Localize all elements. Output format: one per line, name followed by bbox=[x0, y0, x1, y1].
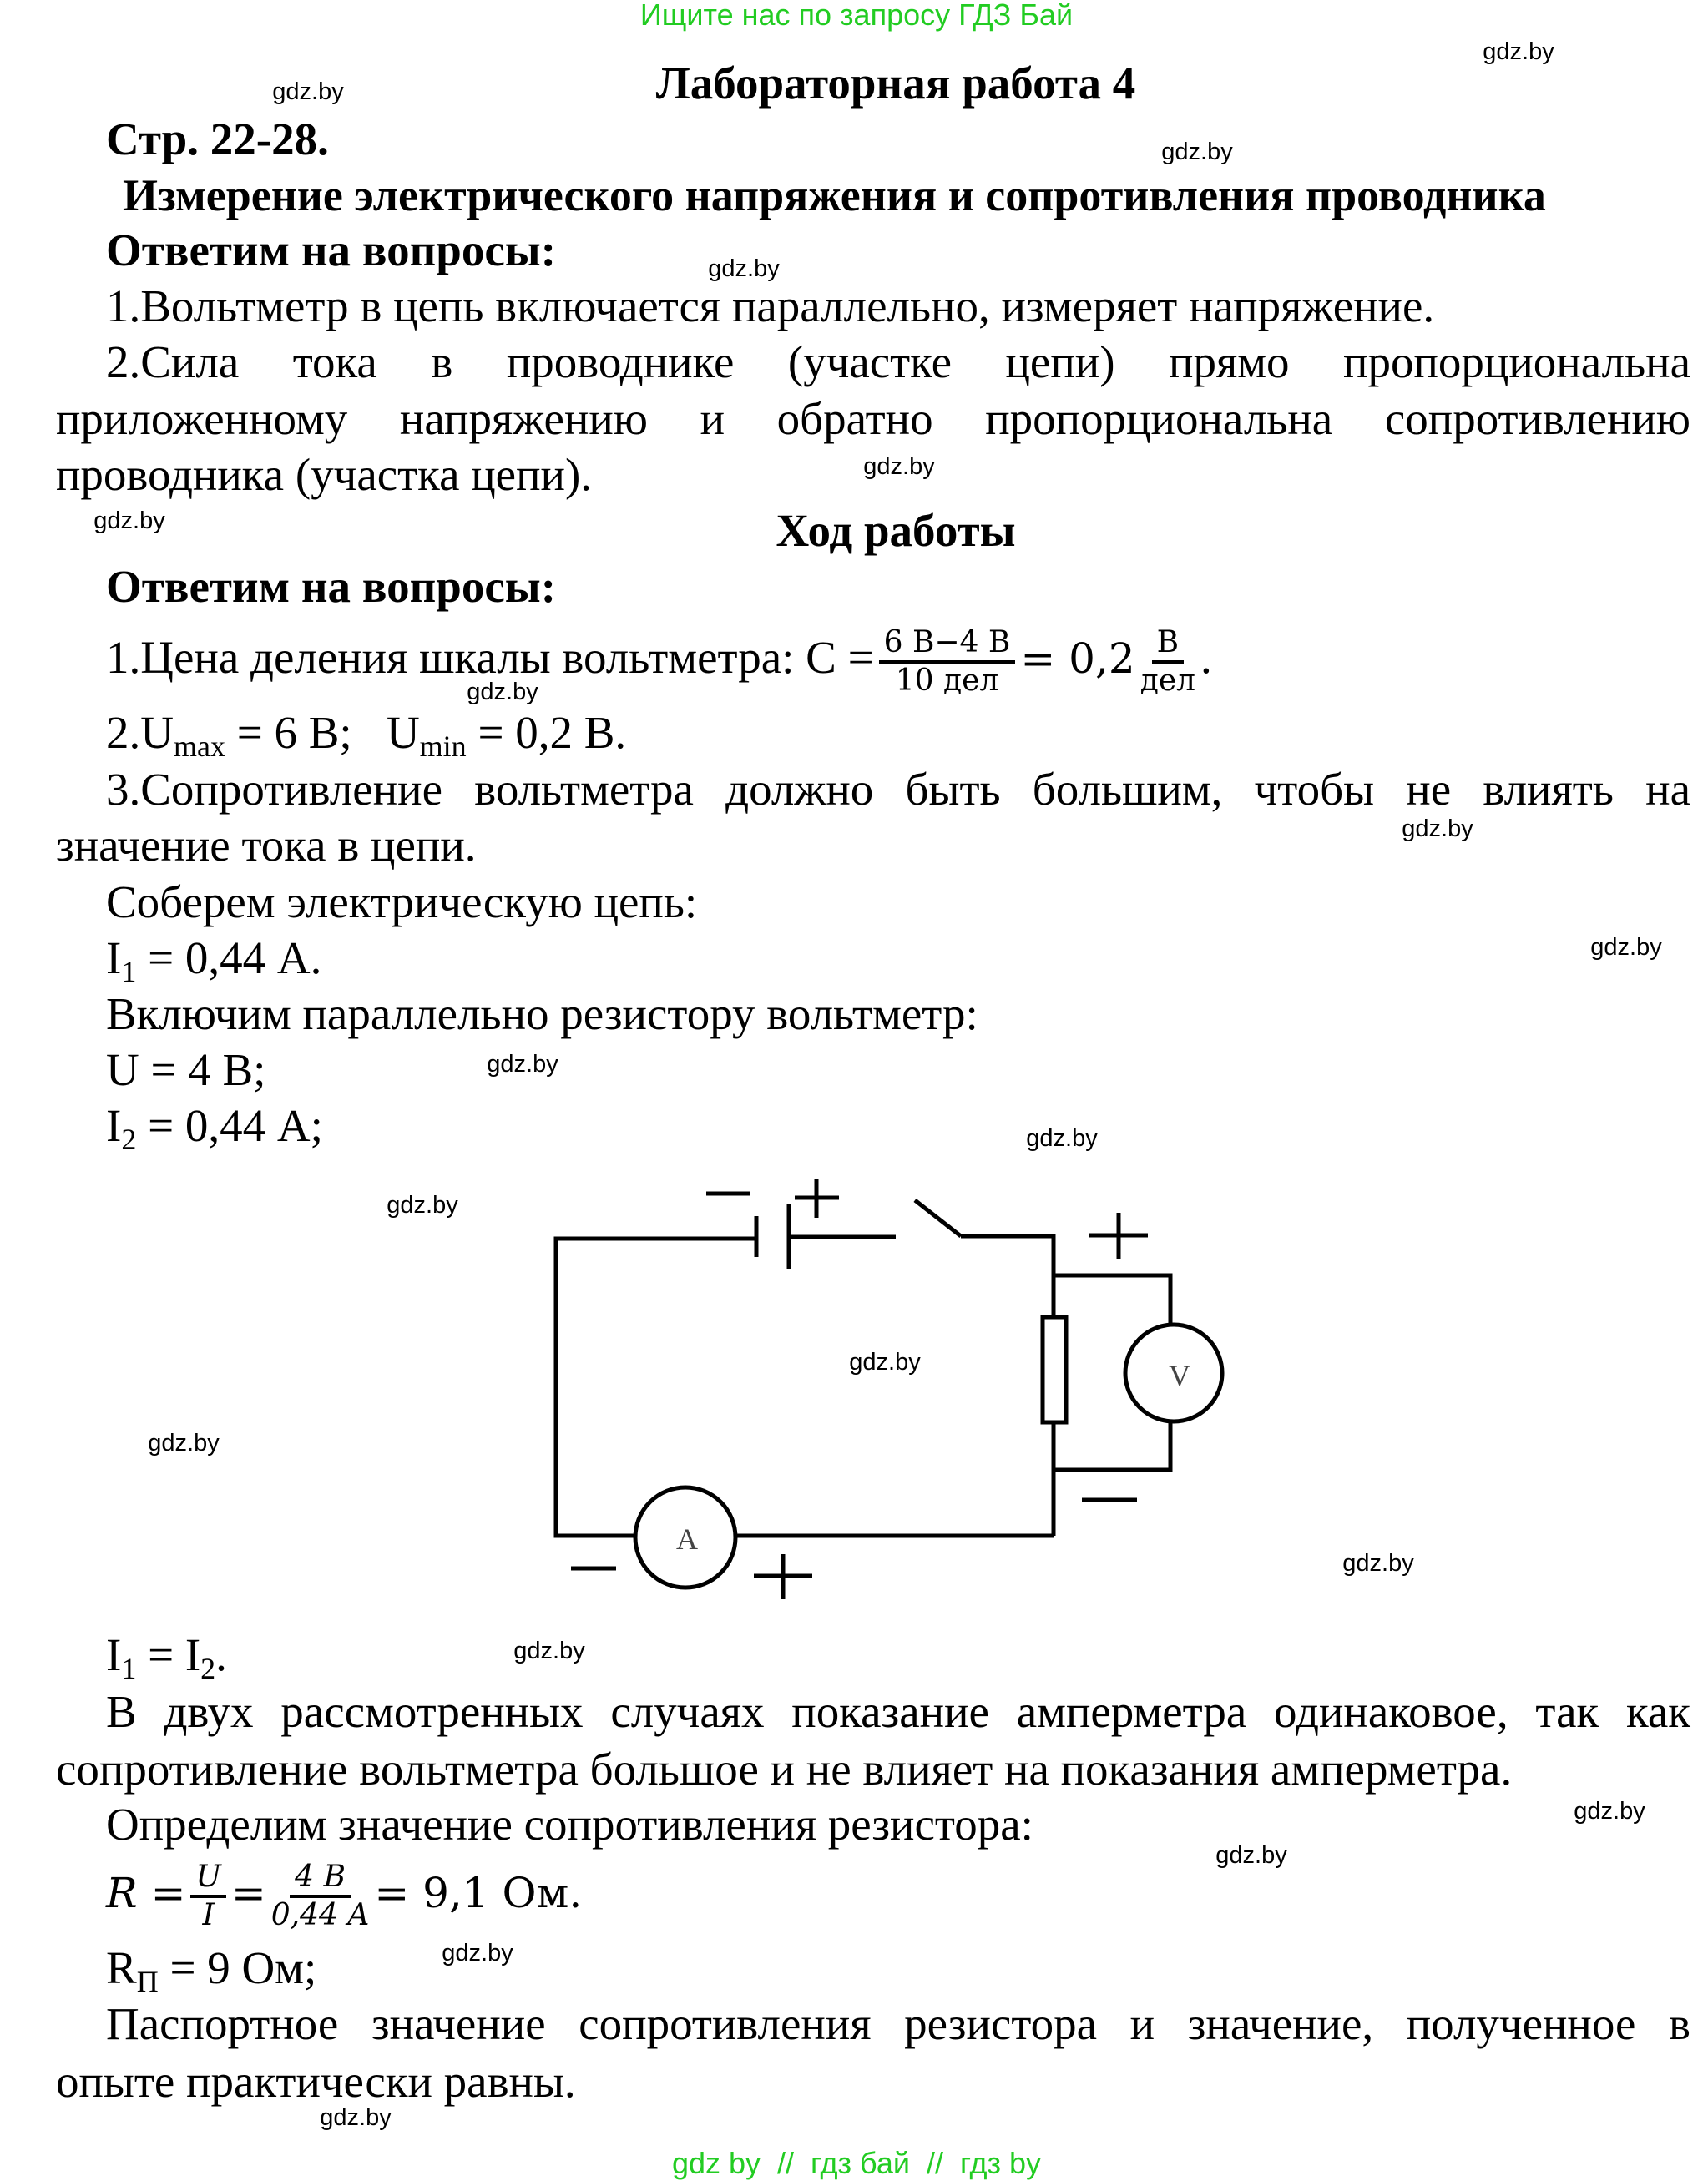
final-line: Паспортное значение сопротивления резистора и значение, полученное в bbox=[106, 1998, 1690, 2049]
result: = 9,1 Ом. bbox=[374, 1869, 583, 1917]
voltage: U = 4 В; bbox=[106, 1044, 266, 1095]
voltmeter-label: V bbox=[1169, 1359, 1190, 1392]
determine-text: Определим значение сопротивления резистора: bbox=[106, 1799, 1033, 1850]
answer-2-line: 2.Сила тока в проводнике (участке цепи) прямо пропорциональна bbox=[106, 336, 1690, 387]
subscript: 1 bbox=[121, 955, 137, 988]
subscript: max bbox=[173, 730, 225, 763]
footer-banner: gdz by // гдз бай // гдз by bbox=[671, 2146, 1042, 2180]
subscript: П bbox=[136, 1965, 159, 1998]
text: = 6 В; U bbox=[225, 707, 420, 758]
result: = 0,2 bbox=[1020, 634, 1135, 683]
conclusion-line: В двух рассмотренных случаях показание амперметра одинаковое, так как bbox=[106, 1686, 1690, 1737]
topic-heading: Измерение электрического напряжения и сопротивления проводника bbox=[123, 170, 1546, 220]
watermark: gdz.by bbox=[1215, 1842, 1287, 1869]
watermark: gdz.by bbox=[1402, 815, 1473, 842]
switch-icon bbox=[915, 1200, 961, 1236]
watermark: gdz.by bbox=[1590, 934, 1662, 961]
watermark: gdz.by bbox=[272, 78, 344, 105]
text: = 0,2 В. bbox=[466, 707, 627, 758]
watermark: gdz.by bbox=[487, 1051, 558, 1078]
final-line: опыте практически равны. bbox=[56, 2056, 576, 2107]
numerator: 4 B bbox=[290, 1860, 351, 1898]
period: . bbox=[1200, 632, 1212, 683]
fraction bbox=[190, 1860, 225, 1933]
watermark: gdz.by bbox=[849, 1349, 921, 1376]
ammeter-label: A bbox=[676, 1522, 698, 1556]
denominator: 10 дел bbox=[895, 664, 999, 699]
unit-numerator: В bbox=[1152, 625, 1184, 664]
watermark: gdz.by bbox=[1026, 1125, 1098, 1152]
resistance-formula bbox=[106, 1855, 582, 1933]
page-title: Лабораторная работа 4 bbox=[655, 58, 1136, 109]
text: I bbox=[106, 1100, 122, 1151]
watermark: gdz.by bbox=[1483, 38, 1554, 65]
text: R bbox=[106, 1942, 137, 1993]
questions-heading-2: Ответим на вопросы: bbox=[106, 561, 557, 612]
subscript: 2 bbox=[200, 1652, 216, 1685]
subscript: 2 bbox=[121, 1123, 137, 1156]
text: . bbox=[215, 1629, 227, 1680]
conclusion-line: сопротивление вольтметра большое и не влияет на показания амперметра. bbox=[56, 1744, 1513, 1795]
questions-heading: Ответим на вопросы: bbox=[106, 225, 557, 275]
wires bbox=[556, 1236, 1170, 1536]
watermark: gdz.by bbox=[863, 453, 935, 480]
search-banner: Ищите нас по запросу ГДЗ Бай bbox=[639, 0, 1074, 32]
unit-denominator: дел bbox=[1140, 664, 1196, 699]
fraction bbox=[271, 1860, 370, 1933]
text: I bbox=[106, 1629, 122, 1680]
watermark: gdz.by bbox=[1342, 1550, 1414, 1577]
include-text: Включим параллельно резистору вольтметр: bbox=[106, 988, 978, 1039]
watermark: gdz.by bbox=[1574, 1798, 1645, 1825]
symbol: R bbox=[106, 1869, 138, 1917]
numerator: U bbox=[190, 1860, 225, 1898]
page-range: Стр. 22-28. bbox=[106, 114, 329, 164]
answer-3-line: значение тока в цепи. bbox=[56, 820, 477, 871]
watermark: gdz.by bbox=[387, 1192, 458, 1219]
answer-2-line: проводника (участка цепи). bbox=[56, 449, 593, 500]
watermark: gdz.by bbox=[467, 679, 538, 705]
formula-text: 1.Цена деления шкалы вольтметра: С = bbox=[106, 632, 874, 683]
text: 2.U bbox=[106, 707, 174, 758]
watermark: gdz.by bbox=[320, 2104, 392, 2131]
denominator: I bbox=[202, 1898, 215, 1932]
resistor-icon bbox=[1043, 1317, 1066, 1422]
watermark: gdz.by bbox=[93, 507, 165, 534]
watermark: gdz.by bbox=[1161, 139, 1233, 165]
equals: = bbox=[230, 1869, 266, 1917]
text: = 0,44 А. bbox=[136, 932, 322, 983]
denominator: 0,44 A bbox=[270, 1898, 370, 1932]
text: I bbox=[106, 932, 122, 983]
answer-2-line: приложенному напряжению и обратно пропорциональна сопротивлению bbox=[56, 393, 1690, 444]
watermark: gdz.by bbox=[442, 1940, 513, 1966]
equals: = bbox=[150, 1869, 186, 1917]
assemble-text: Соберем электрическую цепь: bbox=[106, 876, 698, 927]
answer-1: 1.Вольтметр в цепь включается параллельно, измеряет напряжение. bbox=[106, 280, 1435, 331]
watermark: gdz.by bbox=[708, 255, 780, 282]
answer-3-line: 3.Сопротивление вольтметра должно быть большим, чтобы не влиять на bbox=[106, 764, 1690, 815]
subscript: 1 bbox=[121, 1652, 137, 1685]
work-heading: Ход работы bbox=[776, 505, 1016, 556]
text: = 9 Ом; bbox=[158, 1942, 317, 1993]
text: = I bbox=[136, 1629, 201, 1680]
subscript: min bbox=[419, 730, 467, 763]
watermark: gdz.by bbox=[513, 1638, 585, 1664]
text: = 0,44 А; bbox=[136, 1100, 323, 1151]
watermark: gdz.by bbox=[148, 1430, 220, 1457]
numerator: 6 В−4 В bbox=[879, 625, 1016, 664]
battery-icon bbox=[756, 1204, 789, 1269]
